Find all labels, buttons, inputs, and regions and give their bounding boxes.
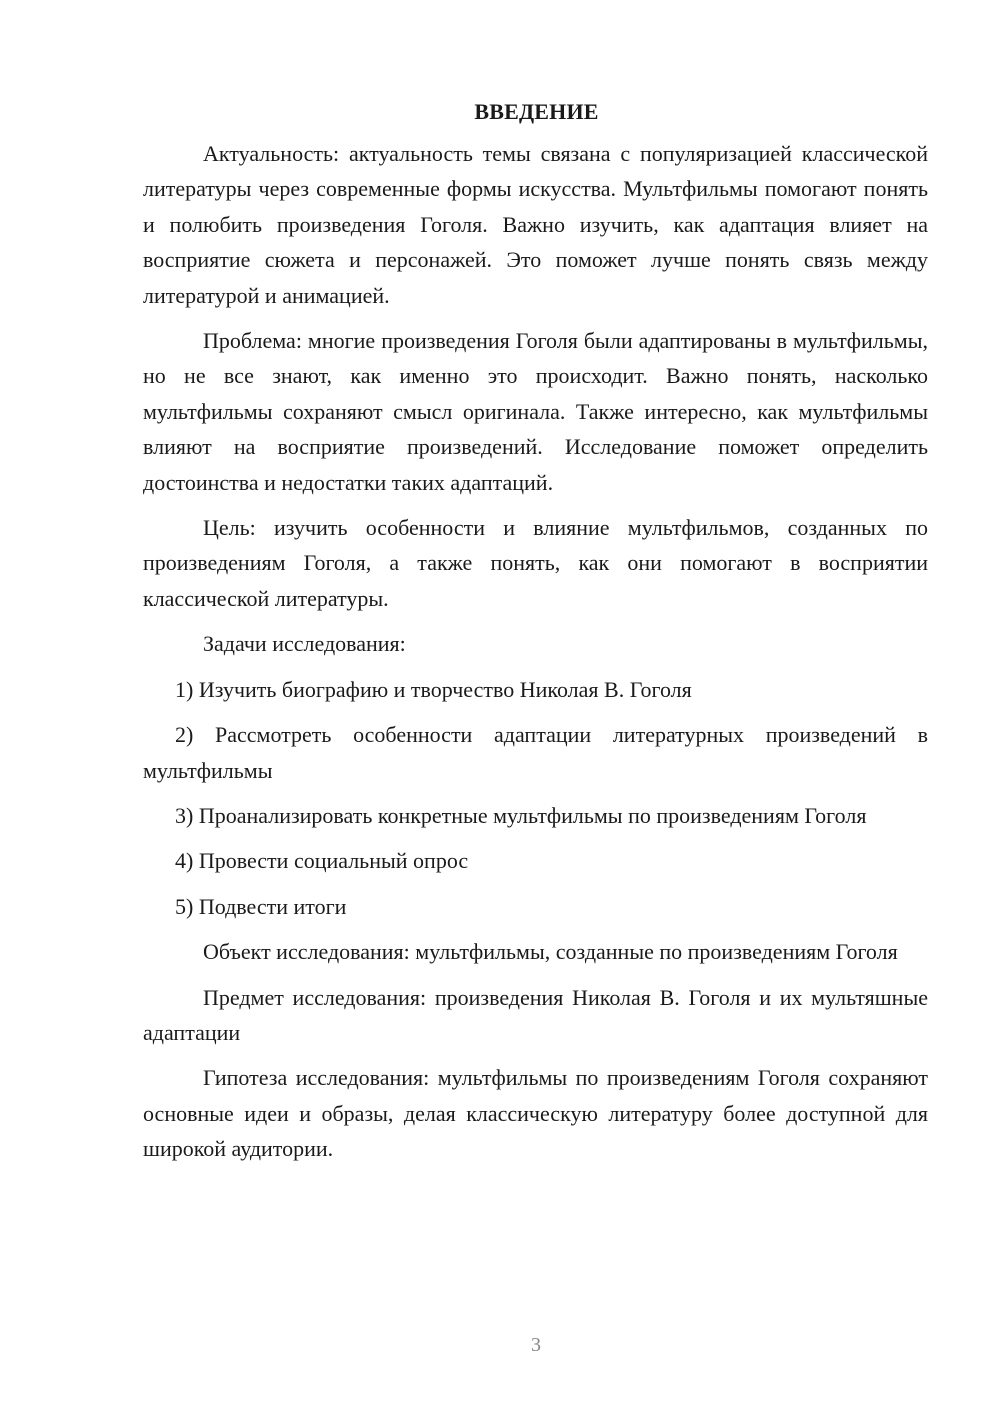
- object-paragraph: Объект исследования: мультфильмы, созданные по произведениям Гоголя: [203, 939, 898, 965]
- hypothesis-paragraph: Гипотеза исследования: мультфильмы по произведениям Гоголя сохраняют основные идеи и образы, делая классическую литературу более доступной для широкой аудитории.: [143, 1065, 928, 1162]
- task-item: 5) Подвести итоги: [175, 893, 347, 919]
- page-number: 3: [531, 1334, 541, 1356]
- section-heading: ВВЕДЕНИЕ: [474, 99, 599, 124]
- relevance-paragraph: Актуальность: актуальность темы связана с популяризацией классической литературы через современные формы искусства. Мультфильмы помогают понять и полюбить произведения Гоголя. Важно изучить, как адаптация влияет на восприятие сюжета и персонажей. Это поможет лучше понять связь между литературой и анимацией.: [143, 141, 928, 308]
- goal-paragraph: Цель: изучить особенности и влияние мультфильмов, созданных по произведениям Гоголя, а также понять, как они помогают в восприятии классической литературы.: [143, 515, 928, 611]
- problem-paragraph: Проблема: многие произведения Гоголя были адаптированы в мультфильмы, но не все знают, как именно это происходит. Важно понять, насколько мультфильмы сохраняют смысл оригинала. Также интересно, как мультфильмы влияют на восприятие произведений. Исследование поможет определить достоинства и недостатки таких адаптаций.: [143, 328, 928, 495]
- task-item: 3) Проанализировать конкретные мультфильмы по произведениям Гоголя: [175, 802, 867, 828]
- page-content: [143, 96, 928, 1177]
- task-item: 2) Рассмотреть особенности адаптации литературных произведений в мультфильмы: [143, 722, 928, 783]
- task-item: 4) Провести социальный опрос: [175, 848, 469, 874]
- task-item: 1) Изучить биографию и творчество Николая В. Гоголя: [175, 676, 692, 702]
- subject-paragraph: Предмет исследования: произведения Николая В. Гоголя и их мультяшные адаптации: [143, 984, 928, 1045]
- tasks-title: Задачи исследования:: [203, 631, 406, 657]
